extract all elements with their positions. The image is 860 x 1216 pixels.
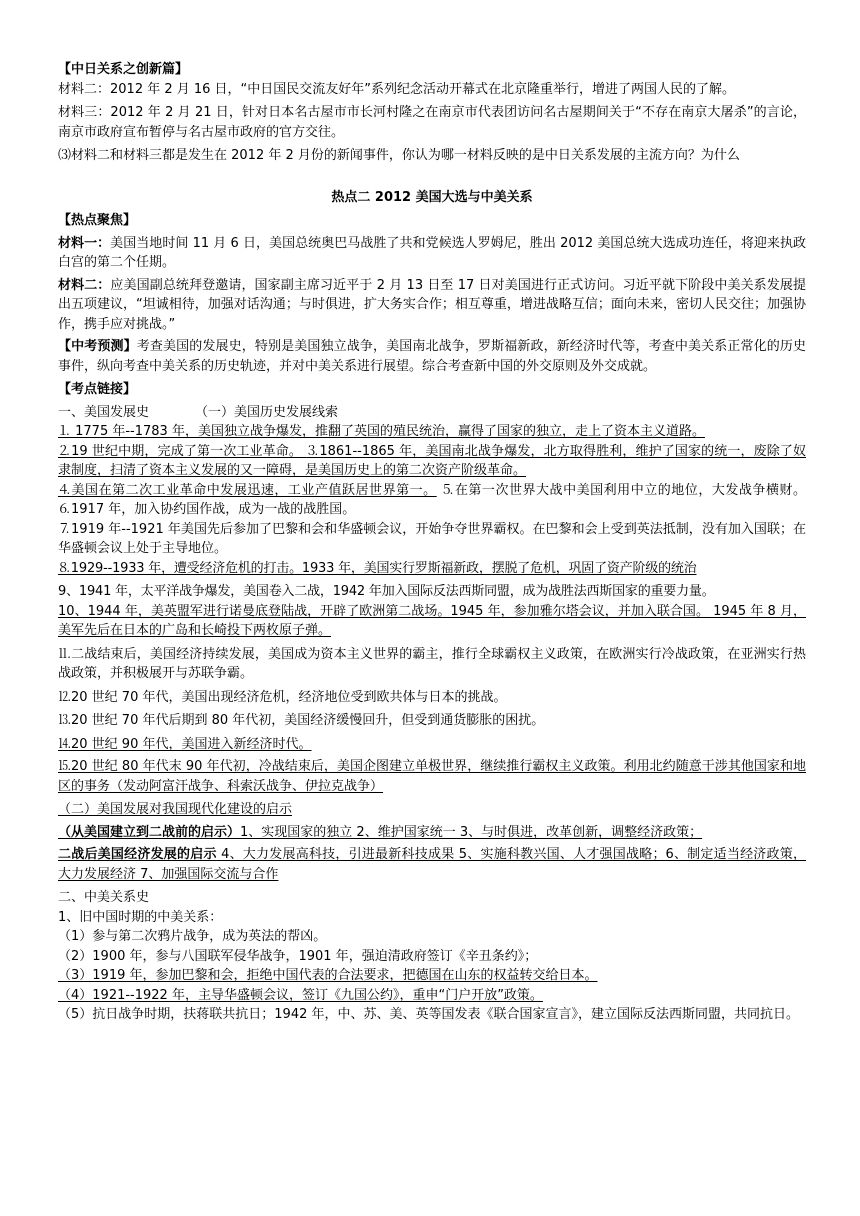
us-item-8: ⒏1929--1933 年，遭受经济危机的打击。1933 年，美国实行罗斯福新政，摆脱了危机，巩固了资产阶级的统治 [58, 560, 697, 576]
us-item-14: ⒕20 世纪 90 年代，美国进入新经济时代。 [58, 736, 312, 752]
material-2b-label: 材料二： [58, 277, 111, 293]
material-3-paragraph: 材料三：2012 年 2 月 21 日，针对日本名古屋市市长河村隆之在南京市代表团访问名古屋期间关于“不存在南京大屠杀”的言论，南京市政府宣布暂停与名古屋市政府的官方交往。 [58, 105, 806, 140]
sino-us-item-1: （1）参与第二次鸦片战争，成为英法的帮凶。 [58, 929, 327, 944]
us-item-12: ⒓20 世纪 70 年代，美国出现经济危机，经济地位受到欧共体与日本的挑战。 [58, 689, 507, 705]
question-3-paragraph: ⑶材料二和材料三都是发生在 2012 年 2 月份的新闻事件，你认为哪一材料反映的是中日关系发展的主流方向？为什么 [58, 148, 740, 163]
us-item-15: ⒖20 世纪 80 年代末 90 年代初，冷战结束后，美国企图建立单极世界，继续推行霸权主义政策。利用北约随意干涉其他国家和地区的事务（发动阿富汗战争、科索沃战争、伊拉克战争） [58, 759, 806, 794]
section-heading-innovation: 【中日关系之创新篇】 [58, 62, 189, 77]
us-item-2-3 [58, 442, 806, 481]
sino-us-item-2: （2）1900 年，参与八国联军侵华战争，1901 年，强迫清政府签订《辛丑条约》； [58, 948, 538, 964]
material-2b-text: 应美国副总统拜登邀请，国家副主席习近平于 2 月 13 日至 17 日对美国进行正式访问。习近平就下阶段中美关系发展提出五项建议，“坦诚相待，加强对话沟通；与时俱进，扩大务实合作；相互尊重，增进战略互信；面向未来，密切人民交往；加强协作，携手应对挑战。” [58, 277, 806, 332]
sub-1-label: （一）美国历史发展线索 [195, 404, 339, 420]
material-2-paragraph: 材料二：2012 年 2 月 16 日，“中日国民交流友好年”系列纪念活动开幕式在北京隆重举行，增进了两国人民的了解。 [58, 81, 736, 97]
insight-2-text: 4、大力发展高科技，引进最新科技成果 5、实施科教兴国、人才强国战略；6、制定适当经济政策，大力发展经济 7、加强国际交流与合作 [58, 847, 806, 882]
insight-2 [58, 845, 806, 884]
sino-us-item-3: （3）1919 年，参加巴黎和会，拒绝中国代表的合法要求，把德国在山东的权益转交给日本。 [58, 968, 598, 983]
us-history-heading [58, 403, 806, 423]
material-1-label: 材料一： [58, 235, 111, 251]
us-item-10: 10、1944 年，美英盟军进行诺曼底登陆战，开辟了欧洲第二战场。1945 年，参加雅尔塔会议，并加入联合国。 1945 年 8 月，美军先后在日本的广岛和长崎投下两枚原子弹。 [58, 603, 806, 638]
us-item-11: ⒒二战结束后，美国经济持续发展，美国成为资本主义世界的霸主，推行全球霸权主义政策，在欧洲实行冷战政策，在亚洲实行热战政策，并积极展开与苏联争霸。 [58, 646, 806, 681]
document-page [58, 60, 806, 1025]
link-heading: 【考点链接】 [58, 382, 137, 397]
material-2b-paragraph [58, 276, 806, 335]
sino-us-item-4: （4）1921--1922 年，主导华盛顿会议，签订《九国公约》，重申“门户开放”政策。 [58, 987, 543, 1003]
hotspot-2-title: 热点二 2012 美国大选与中美关系 [331, 189, 533, 205]
us-item-13: ⒔20 世纪 70 年代后期到 80 年代初，美国经济缓慢回升，但受到通货膨胀的困扰。 [58, 713, 545, 728]
insight-2-label: 二战后美国经济发展的启示 [58, 847, 217, 862]
us-item-4: ⒋美国在第二次工业革命中发展迅速，工业产值跃居世界第一。 [58, 482, 437, 498]
us-item-6: ⒍1917 年，加入协约国作战，成为一战的战胜国。 [58, 502, 356, 517]
focus-heading: 【热点聚焦】 [58, 213, 137, 228]
forecast-paragraph [58, 337, 806, 376]
us-item-3: ⒊1861--1865 年，美国南北战争爆发，北方取得胜利，维护了国家的统一，废除了奴隶制度，扫清了资本主义发展的又一障碍，是美国历史上的第二次资产阶级革命。 [58, 443, 806, 478]
sino-us-item-5: （5）抗日战争时期，扶蒋联共抗日；1942 年，中、苏、美、英等国发表《联合国家宣言》，建立国际反法西斯同盟，共同抗日。 [58, 1007, 799, 1022]
us-item-2: ⒉19 世纪中期，完成了第一次工业革命。 [58, 443, 302, 459]
insight-1-text: 1、实现国家的独立 2、维护国家统一 3、与时俱进，改革创新，调整经济政策； [240, 824, 703, 840]
material-1-text: 美国当地时间 11 月 6 日，美国总统奥巴马战胜了共和党候选人罗姆尼，胜出 2012 美国总统大选成功连任，将迎来执政白宫的第二个任期。 [58, 235, 806, 270]
insight-1-label: （从美国建立到二战前的启示） [58, 824, 241, 840]
old-china-heading: 1、旧中国时期的中美关系： [58, 909, 223, 925]
us-item-4-6 [58, 481, 806, 520]
forecast-label: 【中考预测】 [58, 339, 137, 354]
material-1-paragraph [58, 234, 806, 273]
sub-2-heading: （二）美国发展对我国现代化建设的启示 [58, 802, 293, 817]
us-item-5: ⒌在第一次世界大战中美国利用中立的地位，大发战争横财。 [441, 482, 806, 498]
part-1-label: 一、美国发展史 [58, 404, 150, 420]
us-item-1: ⒈ 1775 年--1783 年，美国独立战争爆发，推翻了英国的殖民统治，赢得了国家的独立，走上了资本主义道路。 [58, 424, 705, 439]
us-item-7: ⒎1919 年--1921 年美国先后参加了巴黎和会和华盛顿会议，开始争夺世界霸权。在巴黎和会上受到英法抵制，没有加入国联；在华盛顿会议上处于主导地位。 [58, 521, 806, 556]
us-item-9: 9、1941 年，太平洋战争爆发，美国卷入二战，1942 年加入国际反法西斯同盟，成为战胜法西斯国家的重要力量。 [58, 584, 715, 599]
forecast-text: 考查美国的发展史，特别是美国独立战争，美国南北战争，罗斯福新政，新经济时代等，考查中美关系正常化的历史事件，纵向考查中美关系的历史轨迹，并对中美关系进行展望。综合考查新中国的外交原则及外交成就。 [58, 339, 806, 374]
sino-us-heading: 二、中美关系史 [58, 890, 150, 905]
insight-1 [58, 823, 806, 843]
